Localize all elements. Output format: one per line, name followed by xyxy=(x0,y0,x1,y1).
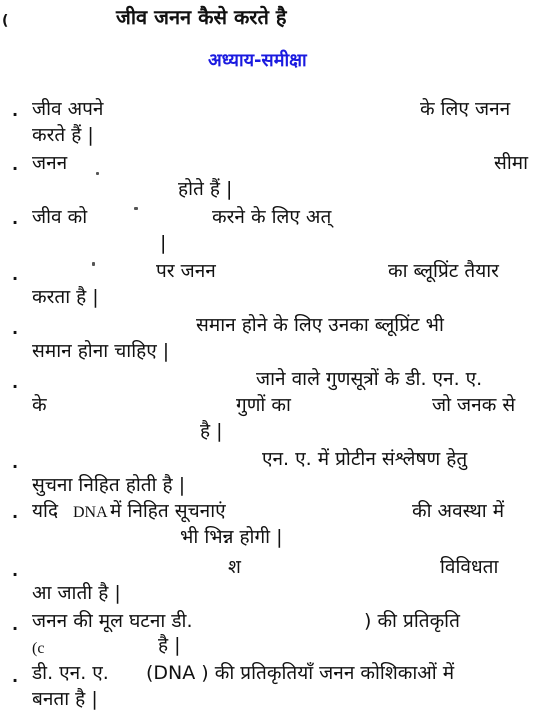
chapter-title: जीव जनन कैसे करते है xyxy=(116,5,287,29)
bullet: . xyxy=(12,453,19,472)
bullet: . xyxy=(12,101,19,120)
text-line: समान होना चाहिए | xyxy=(32,340,170,362)
bullet: . xyxy=(12,561,19,580)
text-line: करता है | xyxy=(32,286,99,308)
bullet: . xyxy=(12,265,19,284)
text-line: जाने वाले गुणसूत्रों के डी. एन. ए. xyxy=(256,368,483,390)
text-line: गुणों का xyxy=(236,394,291,416)
bullet: . xyxy=(12,667,19,686)
text-line: होते हैं | xyxy=(178,178,233,200)
bullet: . xyxy=(12,209,19,228)
text-line: सुचना निहित होती है | xyxy=(32,474,186,496)
text-line: करते हैं | xyxy=(32,124,94,146)
text-line: ) की प्रतिकृति xyxy=(364,610,460,632)
text-line: के xyxy=(32,394,47,416)
text-line: एन. ए. में प्रोटीन संश्लेषण हेतु xyxy=(262,448,468,470)
text-line: जीव को xyxy=(32,206,88,228)
text-line: जनन xyxy=(32,152,68,174)
text-line: समान होने के लिए उनका ब्लूप्रिंट भी xyxy=(196,314,444,336)
text-line: बनता है | xyxy=(32,688,98,710)
text-line: करने के लिए अत् xyxy=(212,206,332,228)
text-line: भी भिन्न होगी | xyxy=(180,526,283,548)
text-line: की अवस्था में xyxy=(412,500,505,522)
bullet: . xyxy=(12,319,19,338)
text-line: जो जनक से xyxy=(432,394,516,416)
text-line: है | xyxy=(158,634,181,656)
text-line: यदि xyxy=(32,500,59,522)
scan-speck xyxy=(134,207,138,210)
text-line: | xyxy=(160,232,167,254)
scan-speck xyxy=(96,172,99,175)
bullet: . xyxy=(12,503,19,522)
corner-mark: ( xyxy=(2,13,9,29)
text-line: डी. एन. ए. xyxy=(32,662,109,684)
text-line: श xyxy=(228,556,241,578)
text-line: का ब्लूप्रिंट तैयार xyxy=(388,260,499,282)
text-line: जीव अपने xyxy=(32,98,104,120)
text-line-latin: DNA xyxy=(73,504,108,521)
text-line: सीमा xyxy=(494,152,529,174)
bullet: . xyxy=(12,615,19,634)
bullet: . xyxy=(12,155,19,174)
text-line: पर जनन xyxy=(156,260,216,282)
text-line: आ जाती है | xyxy=(32,582,121,604)
text-line: जनन की मूल घटना डी. xyxy=(32,610,193,632)
text-line: (DNA ) की प्रतिकृतियाँ जनन कोशिकाओं में xyxy=(146,662,455,684)
text-line: के लिए जनन xyxy=(420,98,511,120)
bullet: . xyxy=(12,373,19,392)
text-line-latin: (c xyxy=(32,640,45,657)
scan-speck xyxy=(92,262,95,266)
section-title: अध्याय-समीक्षा xyxy=(208,50,307,71)
text-line: में निहित सूचनाएं xyxy=(110,500,226,522)
text-line: विविधता xyxy=(440,556,499,578)
text-line: है | xyxy=(200,420,223,442)
